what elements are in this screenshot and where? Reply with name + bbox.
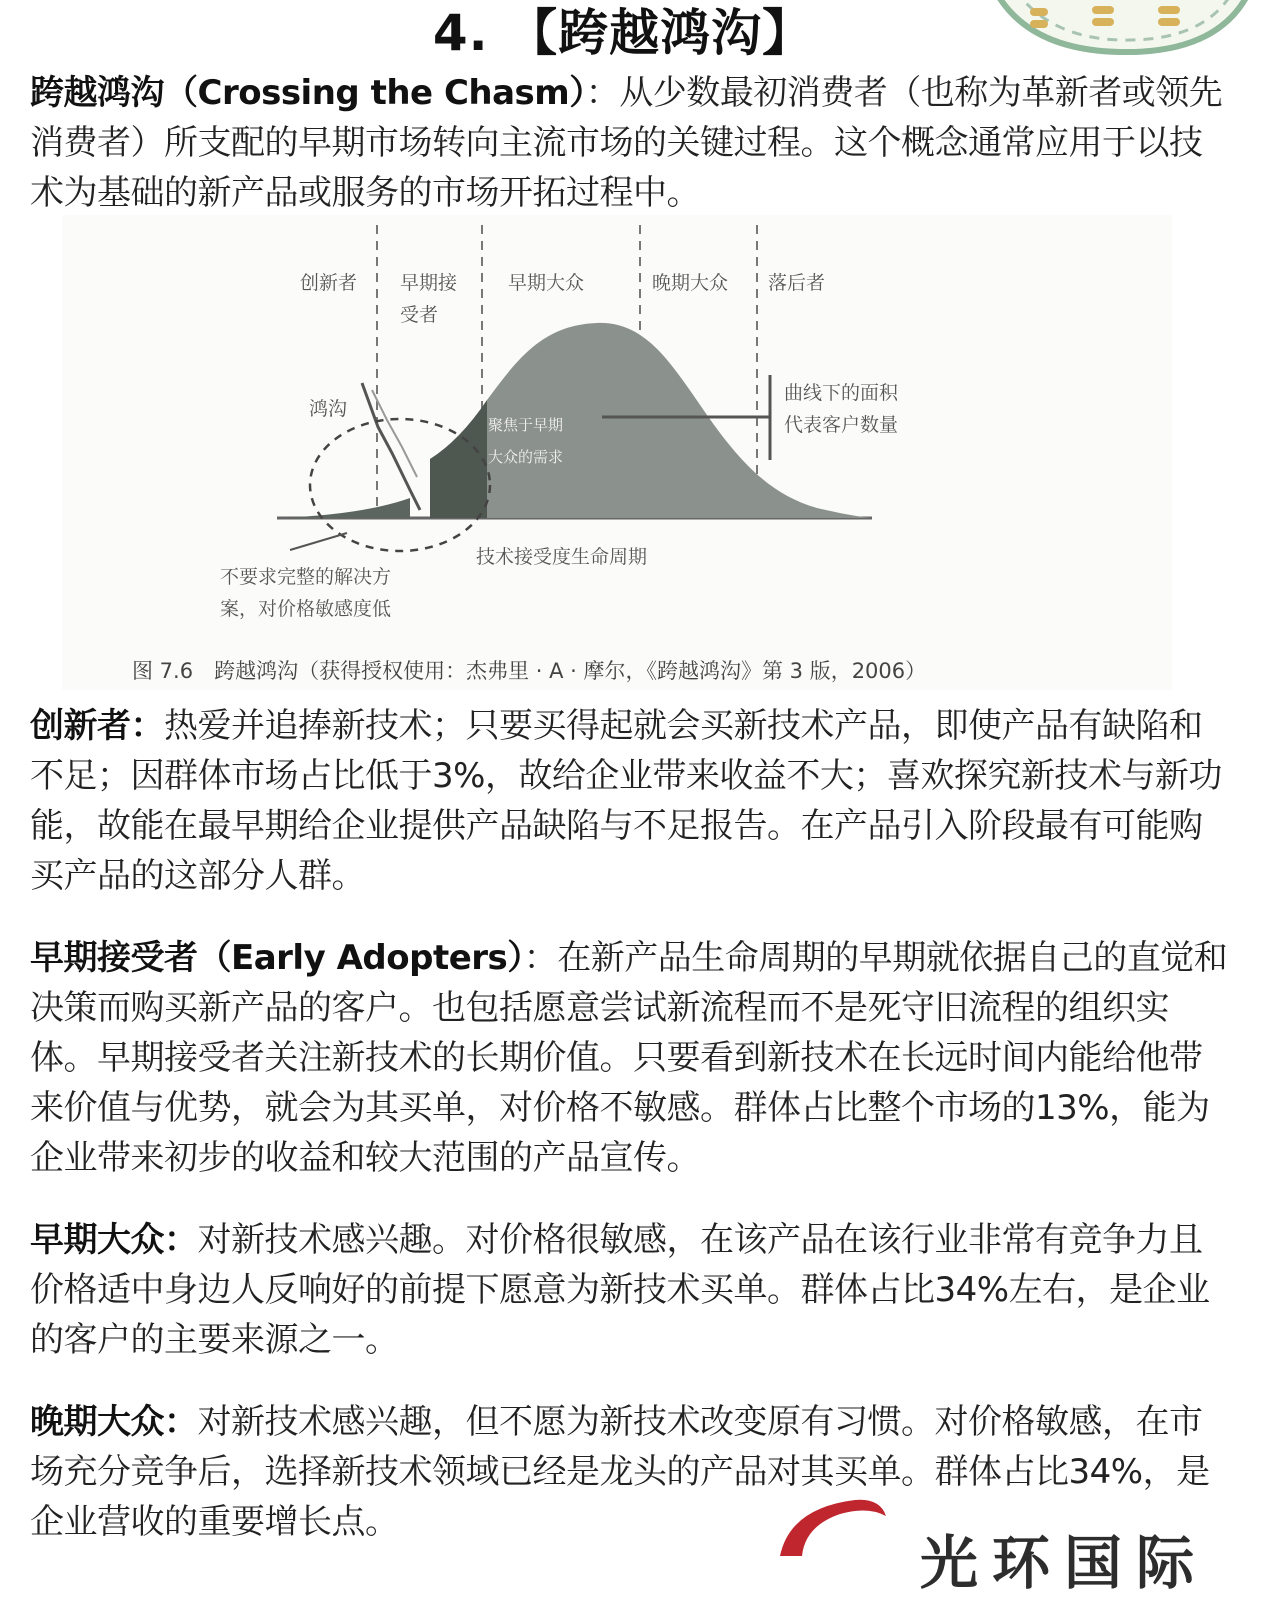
focus-label-line-2: 大众的需求 <box>488 448 564 466</box>
innovators-paragraph <box>30 701 1230 901</box>
intro-text: ：从少数最初消费者（也称为革新者或领先消费者）所支配的早期市场转向主流市场的关键过程。这个概念通常应用于以技术为基础的新产品或服务的市场开拓过程中。 <box>30 73 1223 213</box>
figure-caption: 图 7.6 跨越鸿沟（获得授权使用：杰弗里 · A · 摩尔，《跨越鸿沟》第 3 版，2006） <box>132 659 927 683</box>
early-majority-term: 早期大众： <box>30 1220 198 1260</box>
logo-text: 光环国际 <box>920 1529 1209 1597</box>
early-market-note-line-2: 案，对价格敏感度低 <box>220 598 392 620</box>
segment-label-innovators: 创新者 <box>300 272 358 294</box>
chasm-crack-edge <box>372 390 417 477</box>
logo-swirl-icon <box>760 1490 920 1556</box>
chasm-label: 鸿沟 <box>309 398 348 420</box>
area-note-line-2: 代表客户数量 <box>784 414 899 436</box>
innovators-area <box>277 498 410 518</box>
segment-label-early-adopters-2: 受者 <box>400 304 439 326</box>
lifecycle-label: 技术接受度生命周期 <box>476 546 648 568</box>
page-title: 4. 【跨越鸿沟】 <box>432 4 814 62</box>
focus-label-line-1: 聚焦于早期 <box>488 416 564 434</box>
segment-label-laggards: 落后者 <box>768 272 826 294</box>
early-adopters-text: ：在新产品生命周期的早期就依据自己的直觉和决策而购买新产品的客户。也包括愿意尝试新流程而不是死守旧流程的组织实体。早期接受者关注新技术的长期价值。只要看到新技术在长远时间内能给他带来价值与优势，就会为其买单，对价格不敏感。群体占比整个市场的13%，能为企业带来初步的收益和较大范围的产品宣传。 <box>30 938 1228 1178</box>
segment-label-late-majority: 晚期大众 <box>652 272 729 294</box>
early-majority-text: 对新技术感兴趣。对价格很敏感，在该产品在该行业非常有竞争力且价格适中身边人反响好的前提下愿意为新技术买单。群体占比34%左右，是企业的客户的主要来源之一。 <box>30 1220 1210 1360</box>
early-market-note-line-1: 不要求完整的解决方 <box>220 566 392 588</box>
chasm-crack <box>362 383 420 510</box>
intro-paragraph <box>30 68 1230 218</box>
late-majority-text: 对新技术感兴趣，但不愿为新技术改变原有习惯。对价格敏感，在市场充分竞争后，选择新技术领域已经是龙头的产品对其买单。群体占比34%，是企业营收的重要增长点。 <box>30 1402 1210 1542</box>
segment-label-early-majority: 早期大众 <box>508 272 585 294</box>
chasm-figure <box>62 215 1172 690</box>
innovators-term: 创新者： <box>30 706 164 746</box>
early-adopters-term: 早期接受者（Early Adopters） <box>30 938 524 978</box>
brand-logo <box>760 1490 1246 1597</box>
early-adopters-area <box>430 400 487 518</box>
note-pointer <box>290 533 347 550</box>
intro-term: 跨越鸿沟（Crossing the Chasm） <box>30 73 586 113</box>
area-note-line-1: 曲线下的面积 <box>784 382 899 404</box>
early-majority-paragraph <box>30 1215 1230 1365</box>
late-majority-term: 晚期大众： <box>30 1402 198 1442</box>
segment-label-early-adopters-1: 早期接 <box>400 272 458 294</box>
innovators-text: 热爱并追捧新技术；只要买得起就会买新技术产品，即使产品有缺陷和不足；因群体市场占比低于3%，故给企业带来收益不大；喜欢探究新技术与新功能，故能在最早期给企业提供产品缺陷与不足报告。在产品引入阶段最有可能购买产品的这部分人群。 <box>30 706 1222 896</box>
early-adopters-paragraph <box>30 933 1230 1183</box>
